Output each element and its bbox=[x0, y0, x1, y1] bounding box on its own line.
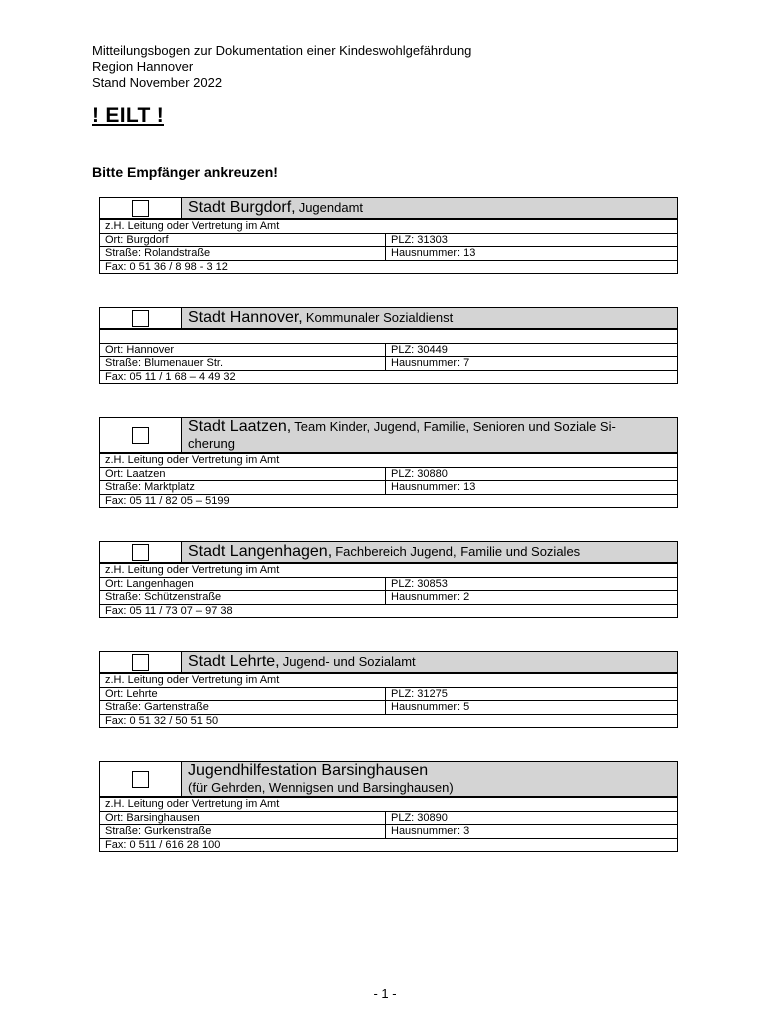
instruction-text: Bitte Empfänger ankreuzen! bbox=[92, 164, 278, 180]
recipient-dept: Jugend- und Sozialamt bbox=[282, 653, 416, 669]
ort-cell: Ort: Burgdorf bbox=[100, 234, 386, 247]
recipient-name: Stadt Langenhagen, bbox=[188, 542, 333, 560]
contact-row: z.H. Leitung oder Vertretung im Amt bbox=[100, 219, 677, 233]
recipient-dept: Team Kinder, Jugend, Familie, Senioren und Soziale Si- bbox=[294, 419, 616, 434]
housenumber-cell: Hausnummer: 2 bbox=[391, 591, 470, 603]
fax-row: Fax: 0 51 32 / 50 51 50 bbox=[100, 714, 677, 728]
recipient-dept-continued: cherung bbox=[188, 436, 235, 451]
header-date: Stand November 2022 bbox=[92, 75, 223, 90]
housenumber-cell: Hausnummer: 7 bbox=[391, 357, 470, 369]
street-cell: Straße: Rolandstraße bbox=[100, 247, 386, 260]
ort-row bbox=[100, 343, 677, 357]
recipient-header bbox=[100, 308, 677, 329]
recipient-dept: (für Gehrden, Wennigsen und Barsinghausen) bbox=[188, 780, 454, 795]
ort-cell: Ort: Laatzen bbox=[100, 468, 386, 481]
recipient-dept: Kommunaler Sozialdienst bbox=[305, 309, 454, 325]
ort-row bbox=[100, 467, 677, 481]
ort-row bbox=[100, 233, 677, 247]
contact-row: z.H. Leitung oder Vertretung im Amt bbox=[100, 797, 677, 811]
recipient-checkbox[interactable] bbox=[132, 544, 149, 561]
plz-cell: PLZ: 30853 bbox=[391, 577, 448, 590]
street-row bbox=[100, 590, 677, 604]
header-title: Mitteilungsbogen zur Dokumentation einer Kindeswohlgefährdung bbox=[92, 43, 472, 58]
street-cell: Straße: Schützenstraße bbox=[100, 591, 386, 604]
header-region: Region Hannover bbox=[92, 59, 194, 74]
document-header bbox=[92, 43, 471, 91]
fax-row: Fax: 0 511 / 616 28 100 bbox=[100, 838, 677, 852]
housenumber-cell: Hausnummer: 13 bbox=[391, 247, 476, 259]
plz-cell: PLZ: 30890 bbox=[391, 811, 448, 824]
ort-cell: Ort: Lehrte bbox=[100, 688, 386, 701]
fax-row: Fax: 05 11 / 1 68 – 4 49 32 bbox=[100, 370, 677, 384]
street-cell: Straße: Blumenauer Str. bbox=[100, 357, 386, 370]
housenumber-cell: Hausnummer: 5 bbox=[391, 701, 470, 713]
recipient-header bbox=[100, 762, 677, 797]
urgent-label: ! EILT ! bbox=[92, 104, 164, 127]
plz-cell: PLZ: 30880 bbox=[391, 467, 448, 480]
street-row bbox=[100, 246, 677, 260]
ort-cell: Ort: Langenhagen bbox=[100, 578, 386, 591]
recipient-name: Stadt Burgdorf, bbox=[188, 198, 296, 216]
contact-row: z.H. Leitung oder Vertretung im Amt bbox=[100, 563, 677, 577]
contact-row bbox=[100, 329, 677, 343]
fax-row: Fax: 0 51 36 / 8 98 - 3 12 bbox=[100, 260, 677, 274]
recipient-header bbox=[100, 652, 677, 673]
ort-cell: Ort: Barsinghausen bbox=[100, 812, 386, 825]
recipient-checkbox[interactable] bbox=[132, 427, 149, 444]
ort-row bbox=[100, 811, 677, 825]
recipient-dept: Jugendamt bbox=[298, 199, 364, 215]
street-row bbox=[100, 824, 677, 838]
fax-row: Fax: 05 11 / 82 05 – 5199 bbox=[100, 494, 677, 508]
recipient-header bbox=[100, 198, 677, 219]
recipient-name: Stadt Hannover, bbox=[188, 308, 303, 326]
ort-row bbox=[100, 687, 677, 701]
street-row bbox=[100, 700, 677, 714]
recipient-block-laatzen bbox=[99, 417, 678, 508]
recipient-header bbox=[100, 418, 677, 453]
recipient-block-barsinghausen bbox=[99, 761, 678, 852]
recipient-checkbox[interactable] bbox=[132, 771, 149, 788]
recipient-checkbox[interactable] bbox=[132, 654, 149, 671]
recipient-name: Stadt Lehrte, bbox=[188, 652, 280, 670]
recipient-name: Stadt Laatzen, bbox=[188, 418, 292, 435]
recipient-checkbox[interactable] bbox=[132, 310, 149, 327]
street-row bbox=[100, 480, 677, 494]
housenumber-cell: Hausnummer: 13 bbox=[391, 481, 476, 493]
recipient-checkbox[interactable] bbox=[132, 200, 149, 217]
recipient-dept: Fachbereich Jugend, Familie und Soziales bbox=[335, 543, 581, 559]
contact-row: z.H. Leitung oder Vertretung im Amt bbox=[100, 453, 677, 467]
fax-row: Fax: 05 11 / 73 07 – 97 38 bbox=[100, 604, 677, 618]
housenumber-cell: Hausnummer: 3 bbox=[391, 825, 470, 837]
plz-cell: PLZ: 31303 bbox=[391, 233, 448, 246]
recipient-block-hannover bbox=[99, 307, 678, 384]
street-row bbox=[100, 356, 677, 370]
ort-cell: Ort: Hannover bbox=[100, 344, 386, 357]
contact-row: z.H. Leitung oder Vertretung im Amt bbox=[100, 673, 677, 687]
plz-cell: PLZ: 30449 bbox=[391, 343, 448, 356]
recipient-block-lehrte bbox=[99, 651, 678, 728]
recipient-header bbox=[100, 542, 677, 563]
plz-cell: PLZ: 31275 bbox=[391, 687, 448, 700]
recipient-name: Jugendhilfestation Barsinghausen bbox=[188, 762, 429, 779]
street-cell: Straße: Gurkenstraße bbox=[100, 825, 386, 838]
recipient-block-langenhagen bbox=[99, 541, 678, 618]
street-cell: Straße: Marktplatz bbox=[100, 481, 386, 494]
street-cell: Straße: Gartenstraße bbox=[100, 701, 386, 714]
page-number: - 1 - bbox=[373, 986, 397, 1001]
ort-row bbox=[100, 577, 677, 591]
recipient-block-burgdorf bbox=[99, 197, 678, 274]
